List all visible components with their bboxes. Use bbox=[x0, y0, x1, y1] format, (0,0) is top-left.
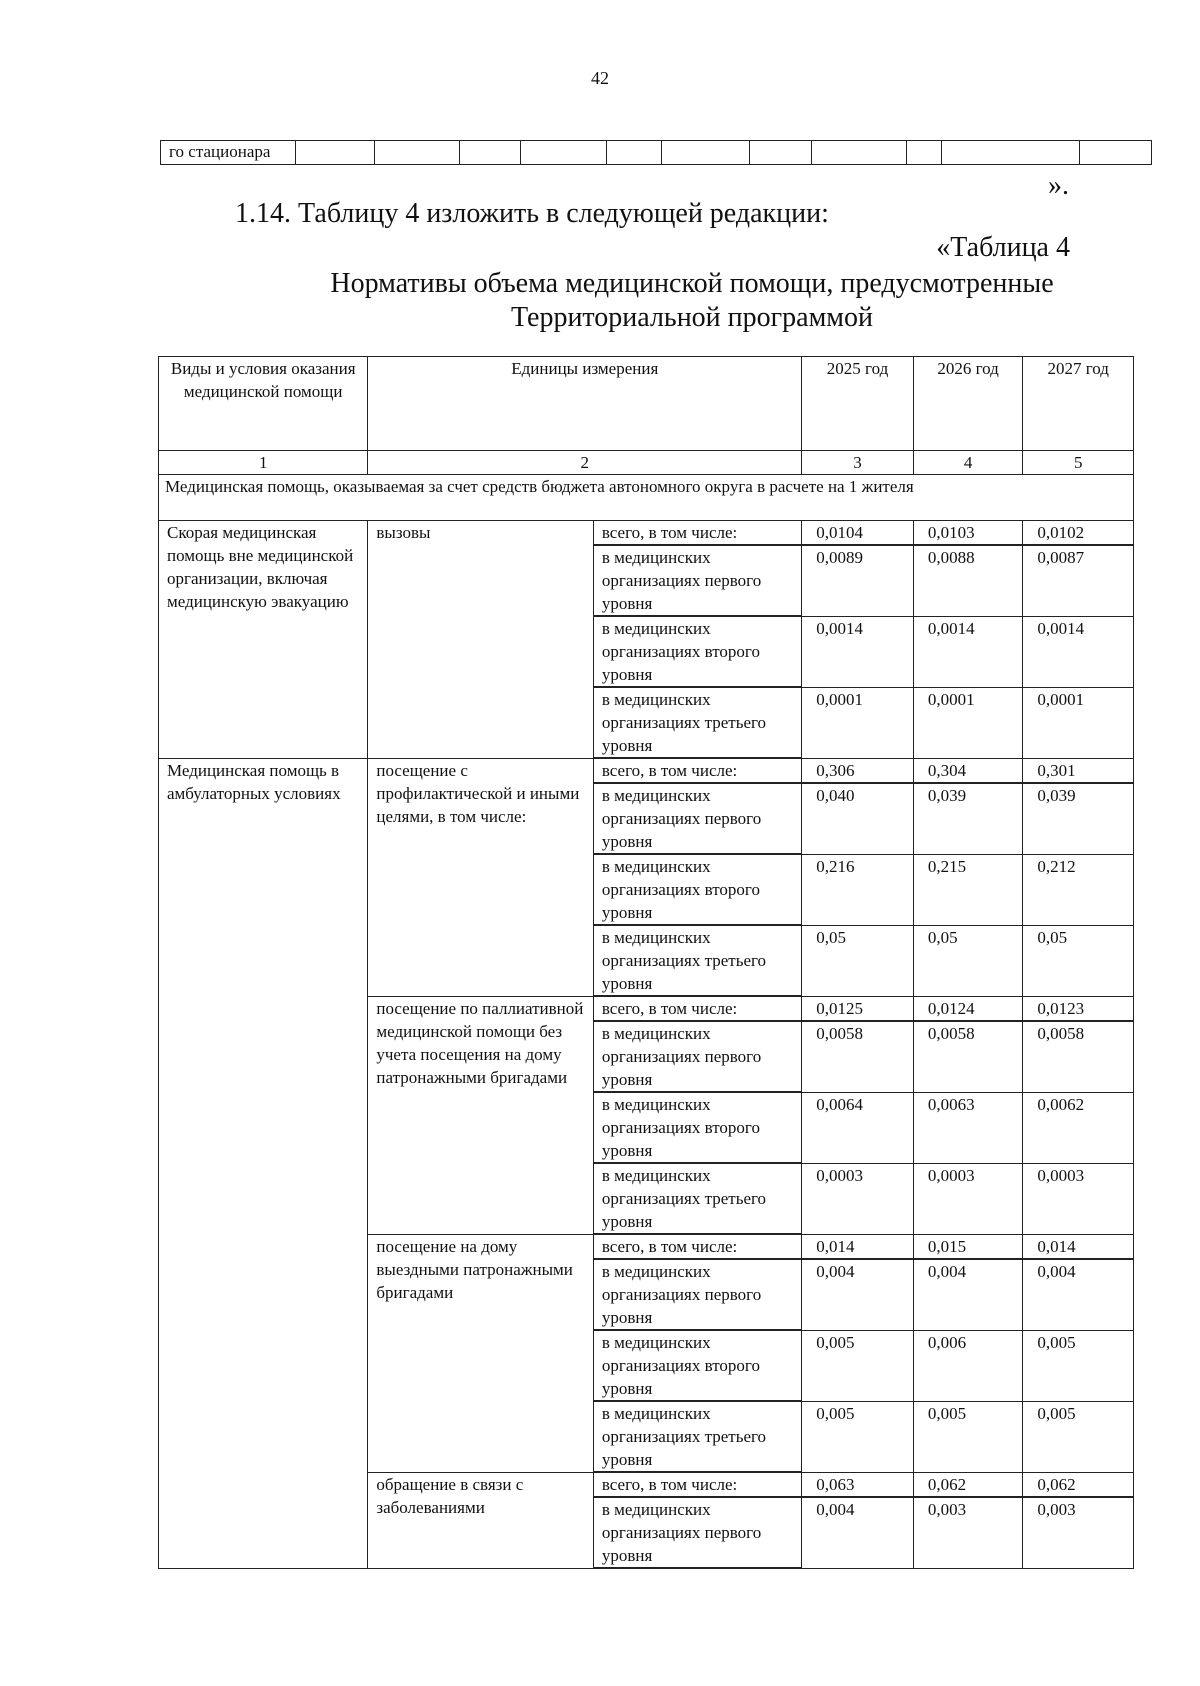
table-title-line-1: Нормативы объема медицинской помощи, предусмотренные bbox=[330, 268, 1054, 299]
unit-cell: посещение на дому выездными патронажными бригадами bbox=[368, 1234, 593, 1472]
value-2025: 0,005 bbox=[802, 1401, 914, 1472]
value-2026: 0,0003 bbox=[913, 1163, 1023, 1234]
level-label: всего, в том числе: bbox=[593, 1234, 801, 1259]
table-divider bbox=[295, 141, 296, 164]
value-2025: 0,0058 bbox=[802, 1021, 914, 1092]
value-2025: 0,014 bbox=[802, 1234, 914, 1259]
table-divider bbox=[661, 141, 662, 164]
value-2026: 0,215 bbox=[913, 854, 1023, 925]
value-2026: 0,006 bbox=[913, 1330, 1023, 1401]
value-2026: 0,0063 bbox=[913, 1092, 1023, 1163]
level-label: в медицинских организациях первого уровня bbox=[593, 783, 801, 854]
value-2026: 0,062 bbox=[913, 1472, 1023, 1497]
value-2026: 0,0124 bbox=[913, 996, 1023, 1021]
value-2025: 0,0001 bbox=[802, 687, 914, 758]
value-2027: 0,014 bbox=[1023, 1234, 1134, 1259]
table-divider bbox=[749, 141, 750, 164]
section-row-text: Медицинская помощь, оказываемая за счет средств бюджета автономного округа в расчете на 1 жителя bbox=[159, 475, 1134, 521]
level-label: в медицинских организациях первого уровня bbox=[593, 1259, 801, 1330]
table-row bbox=[159, 521, 1134, 546]
header-cell-2027: 2027 год bbox=[1023, 357, 1134, 451]
value-2025: 0,0104 bbox=[802, 521, 914, 546]
value-2026: 0,05 bbox=[913, 925, 1023, 996]
header-cell-2025: 2025 год bbox=[802, 357, 914, 451]
value-2025: 0,216 bbox=[802, 854, 914, 925]
header-cell-unit: Единицы измерения bbox=[368, 357, 802, 451]
value-2025: 0,05 bbox=[802, 925, 914, 996]
table-divider bbox=[941, 141, 942, 164]
value-2027: 0,062 bbox=[1023, 1472, 1134, 1497]
norms-table bbox=[158, 356, 1134, 1569]
value-2025: 0,063 bbox=[802, 1472, 914, 1497]
previous-table-fragment bbox=[160, 140, 1152, 165]
level-label: в медицинских организациях второго уровня bbox=[593, 1330, 801, 1401]
header-cell-type: Виды и условия оказания медицинской помощи bbox=[159, 357, 368, 451]
value-2027: 0,004 bbox=[1023, 1259, 1134, 1330]
care-type-cell: Скорая медицинская помощь вне медицинской организации, включая медицинскую эвакуацию bbox=[159, 521, 368, 759]
table-divider bbox=[520, 141, 521, 164]
value-2027: 0,0001 bbox=[1023, 687, 1134, 758]
level-label: всего, в том числе: bbox=[593, 758, 801, 783]
value-2026: 0,0058 bbox=[913, 1021, 1023, 1092]
value-2026: 0,0103 bbox=[913, 521, 1023, 546]
column-number: 3 bbox=[802, 451, 914, 475]
level-label: в медицинских организациях второго уровня bbox=[593, 1092, 801, 1163]
value-2026: 0,304 bbox=[913, 758, 1023, 783]
amendment-instruction: 1.14. Таблицу 4 изложить в следующей редакции: bbox=[235, 198, 829, 229]
value-2025: 0,0125 bbox=[802, 996, 914, 1021]
value-2026: 0,0088 bbox=[913, 545, 1023, 616]
value-2027: 0,0123 bbox=[1023, 996, 1134, 1021]
table-divider bbox=[606, 141, 607, 164]
table-divider bbox=[374, 141, 375, 164]
value-2027: 0,0003 bbox=[1023, 1163, 1134, 1234]
unit-cell: вызовы bbox=[368, 521, 593, 759]
value-2026: 0,005 bbox=[913, 1401, 1023, 1472]
value-2027: 0,0014 bbox=[1023, 616, 1134, 687]
value-2025: 0,004 bbox=[802, 1259, 914, 1330]
value-2027: 0,212 bbox=[1023, 854, 1134, 925]
value-2026: 0,003 bbox=[913, 1497, 1023, 1568]
unit-cell: посещение с профилактической и иными целями, в том числе: bbox=[368, 758, 593, 996]
column-number-row bbox=[159, 451, 1134, 475]
value-2025: 0,0064 bbox=[802, 1092, 914, 1163]
value-2025: 0,040 bbox=[802, 783, 914, 854]
value-2025: 0,0003 bbox=[802, 1163, 914, 1234]
level-label: всего, в том числе: bbox=[593, 1472, 801, 1497]
table-divider bbox=[811, 141, 812, 164]
unit-cell: посещение по паллиативной медицинской помощи без учета посещения на дому патронажными бригадами bbox=[368, 996, 593, 1234]
table-row bbox=[159, 758, 1134, 783]
value-2025: 0,004 bbox=[802, 1497, 914, 1568]
value-2025: 0,0014 bbox=[802, 616, 914, 687]
table-divider bbox=[1079, 141, 1080, 164]
value-2027: 0,05 bbox=[1023, 925, 1134, 996]
column-number: 1 bbox=[159, 451, 368, 475]
value-2027: 0,0087 bbox=[1023, 545, 1134, 616]
table-divider bbox=[906, 141, 907, 164]
value-2027: 0,0102 bbox=[1023, 521, 1134, 546]
level-label: в медицинских организациях первого уровня bbox=[593, 1497, 801, 1568]
value-2026: 0,004 bbox=[913, 1259, 1023, 1330]
value-2027: 0,0058 bbox=[1023, 1021, 1134, 1092]
level-label: в медицинских организациях первого уровня bbox=[593, 545, 801, 616]
table-header-row bbox=[159, 357, 1134, 451]
level-label: в медицинских организациях третьего уровня bbox=[593, 687, 801, 758]
level-label: всего, в том числе: bbox=[593, 521, 801, 546]
value-2026: 0,039 bbox=[913, 783, 1023, 854]
table-divider bbox=[459, 141, 460, 164]
level-label: в медицинских организациях второго уровня bbox=[593, 616, 801, 687]
level-label: всего, в том числе: bbox=[593, 996, 801, 1021]
header-cell-2026: 2026 год bbox=[913, 357, 1023, 451]
value-2025: 0,0089 bbox=[802, 545, 914, 616]
unit-cell: обращение в связи с заболеваниями bbox=[368, 1472, 593, 1568]
page-number: 42 bbox=[591, 68, 609, 88]
value-2027: 0,039 bbox=[1023, 783, 1134, 854]
value-2027: 0,003 bbox=[1023, 1497, 1134, 1568]
value-2025: 0,306 bbox=[802, 758, 914, 783]
table-label: «Таблица 4 bbox=[936, 232, 1070, 263]
value-2026: 0,0001 bbox=[913, 687, 1023, 758]
value-2027: 0,005 bbox=[1023, 1401, 1134, 1472]
level-label: в медицинских организациях первого уровня bbox=[593, 1021, 801, 1092]
value-2026: 0,0014 bbox=[913, 616, 1023, 687]
table-title-line-2: Территориальной программой bbox=[510, 302, 873, 333]
column-number: 5 bbox=[1023, 451, 1134, 475]
value-2027: 0,301 bbox=[1023, 758, 1134, 783]
value-2027: 0,0062 bbox=[1023, 1092, 1134, 1163]
value-2025: 0,005 bbox=[802, 1330, 914, 1401]
value-2026: 0,015 bbox=[913, 1234, 1023, 1259]
care-type-cell: Медицинская помощь в амбулаторных условиях bbox=[159, 758, 368, 1568]
column-number: 4 bbox=[913, 451, 1023, 475]
column-number: 2 bbox=[368, 451, 802, 475]
level-label: в медицинских организациях третьего уровня bbox=[593, 1401, 801, 1472]
level-label: в медицинских организациях третьего уровня bbox=[593, 925, 801, 996]
closing-quote: ». bbox=[1048, 170, 1069, 201]
level-label: в медицинских организациях второго уровня bbox=[593, 854, 801, 925]
previous-table-cell-text: го стационара bbox=[169, 142, 271, 161]
level-label: в медицинских организациях третьего уровня bbox=[593, 1163, 801, 1234]
value-2027: 0,005 bbox=[1023, 1330, 1134, 1401]
section-row bbox=[159, 475, 1134, 521]
